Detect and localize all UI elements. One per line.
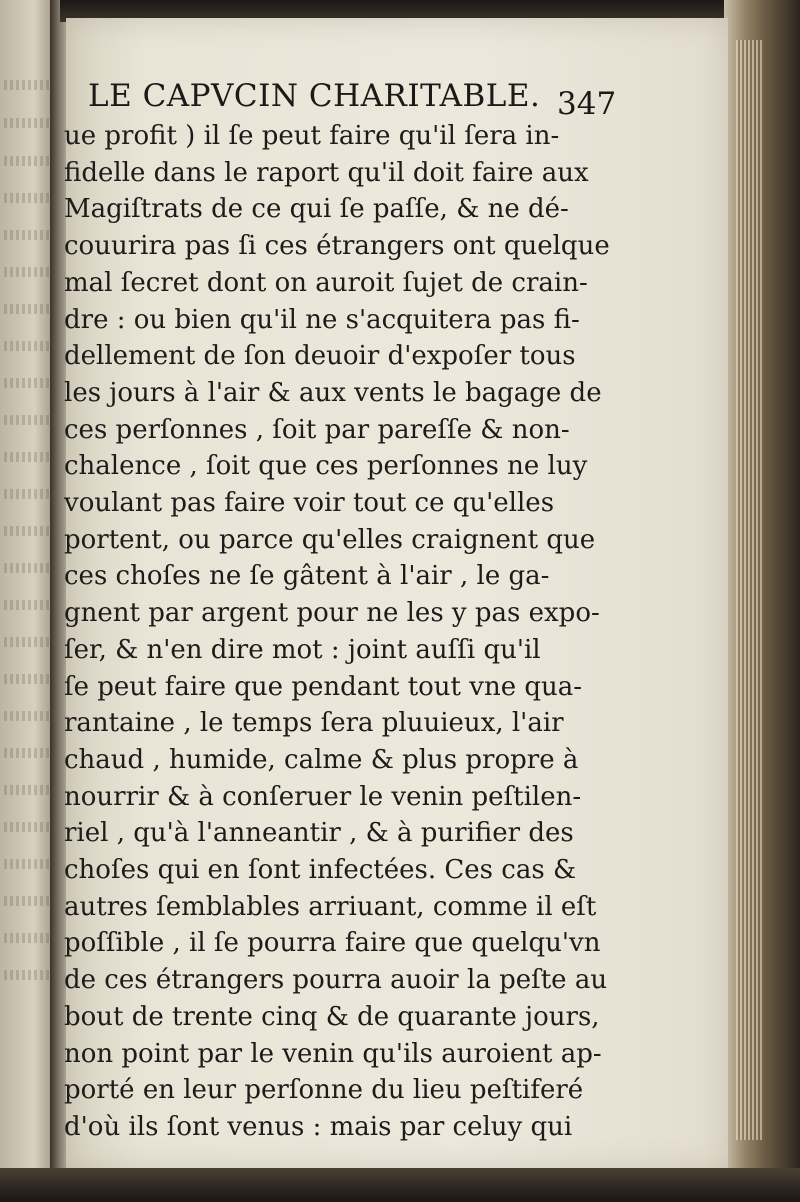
text-line: d'où ils ſont venus : mais par celuy qui [64,1111,573,1142]
page-fore-edge [724,0,800,1202]
text-line: bout de trente cinq & de quarante jours, [64,1001,600,1032]
text-line: ſe peut faire que pendant tout vne qua- [64,671,583,702]
text-line: dre : ou bien qu'il ne s'acquitera pas fi- [64,304,580,335]
running-head: LE CAPVCIN CHARITABLE. [88,78,541,114]
page-number: 347 [557,86,617,122]
text-line: chaud , humide, calme & plus propre à [64,744,579,775]
body-text [64,118,610,1146]
text-line: ſer, & n'en dire mot : joint auſſi qu'il [64,634,541,665]
bottom-shadow [0,1168,800,1202]
text-line: Magiſtrats de ce qui ſe paſſe, & ne dé- [64,194,569,225]
text-line: mal ſecret dont on auroit ſujet de crain- [64,267,588,298]
text-line: porté en leur perſonne du lieu peſtiferé [64,1075,584,1106]
text-line: ces perſonnes , ſoit par pareſſe & non- [64,414,570,445]
text-line: de ces étrangers pourra auoir la peſte au [64,965,608,996]
text-line: ue profit ) il ſe peut faire qu'il ſera in- [64,121,560,151]
text-line: voulant pas faire voir tout ce qu'elles [64,488,555,519]
text-line: autres ſemblables arriuant, comme il eſt [64,891,597,922]
text-line: choſes qui en ſont infectées. Ces cas & [64,855,577,886]
text-line: poſſible , il ſe pourra faire que quelqu'vn [64,928,601,959]
text-line: dellement de ſon deuoir d'expoſer tous [64,341,576,372]
text-line: fidelle dans le raport qu'il doit faire aux [64,157,589,188]
text-line: chalence , ſoit que ces perſonnes ne luy [64,451,588,482]
text-line: rantaine , le temps ſera pluuieux, l'air [64,708,564,739]
text-line: les jours à l'air & aux vents le bagage de [64,377,602,408]
text-line: nourrir & à conſeruer le venin peſtilen- [64,781,582,812]
text-line: ces choſes ne ſe gâtent à l'air , le ga- [64,561,550,592]
text-line: non point par le venin qu'ils auroient ap- [64,1038,602,1069]
text-line: riel , qu'à l'anneantir , & à purifier des [64,818,574,849]
text-line: gnent par argent pour ne les y pas expo- [64,598,600,629]
text-line: portent, ou parce qu'elles craignent que [64,524,596,555]
text-line: couurira pas ſi ces étrangers ont quelque [64,231,610,262]
